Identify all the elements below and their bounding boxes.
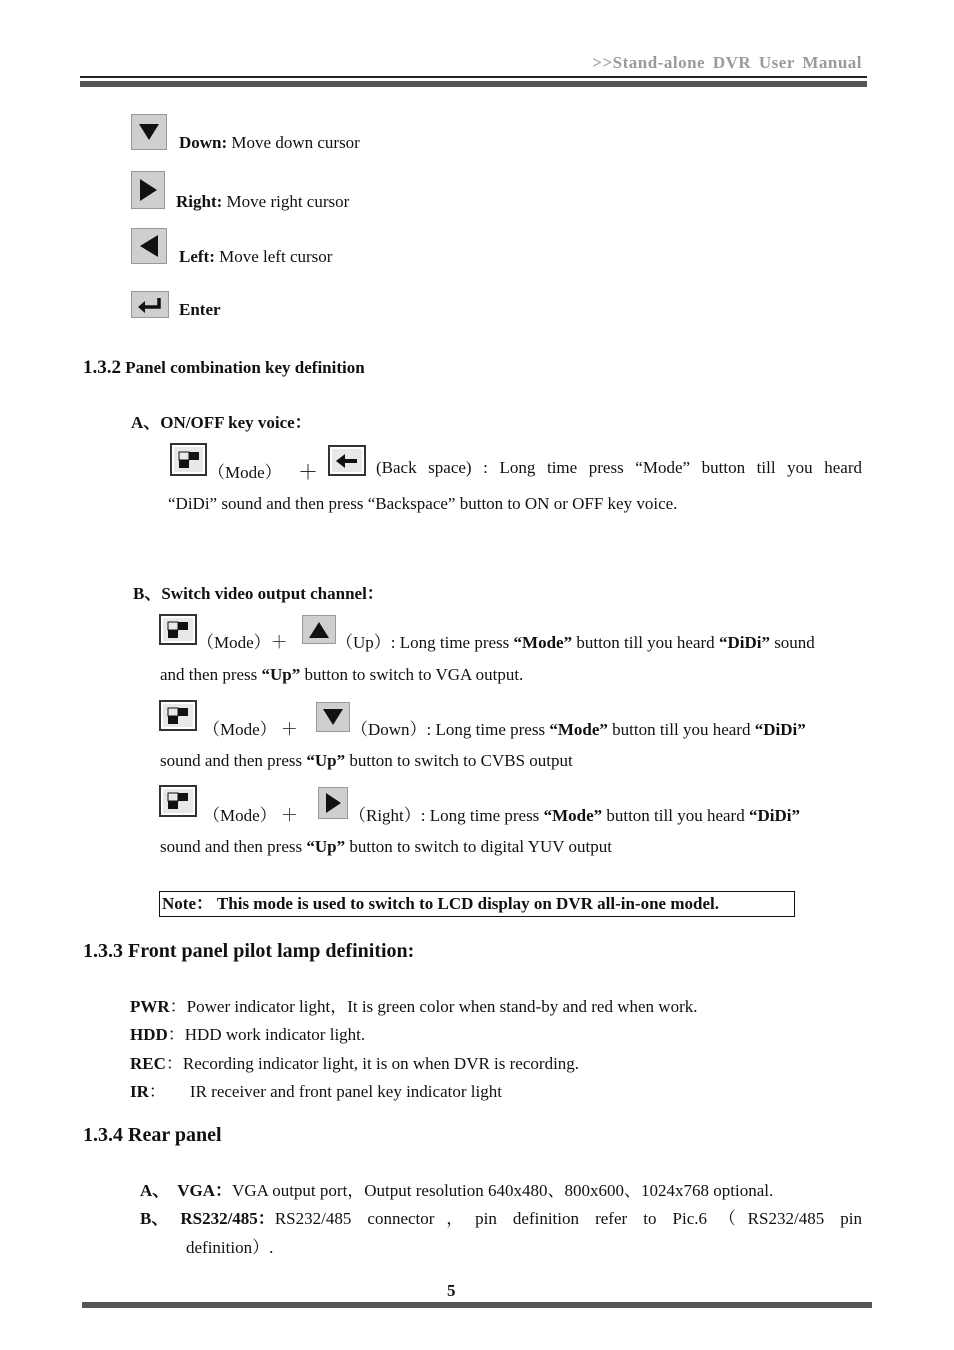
key-right-label: Right: xyxy=(176,192,223,211)
mode-key-icon xyxy=(159,785,197,817)
note-box: Note： This mode is used to switch to LCD display on DVR all-in-one model. xyxy=(159,891,795,917)
text: button to switch to VGA output. xyxy=(300,665,524,684)
key-left xyxy=(179,247,332,267)
rear-vga xyxy=(140,1176,773,1201)
text: button till you heard xyxy=(602,806,749,825)
text: ： xyxy=(148,1082,166,1101)
section-number: 1.3.2 xyxy=(83,357,121,378)
up-key-label: （Up）: xyxy=(336,633,396,652)
plus-sign: ＋ xyxy=(298,462,318,484)
lamp-pwr xyxy=(130,992,698,1017)
lamp-label: PWR xyxy=(130,997,170,1016)
text: ： xyxy=(169,997,187,1016)
lamp-text: Power indicator light，It is green color when stand-by and red when work. xyxy=(186,997,698,1016)
footer-rule xyxy=(82,1302,872,1308)
mode-label: （Mode）＋ xyxy=(197,633,288,652)
lamp-ir xyxy=(130,1077,502,1102)
mode-key-icon xyxy=(170,443,207,476)
list-mark: A、 xyxy=(140,1181,170,1200)
text-bold: “Mode” xyxy=(549,720,608,739)
rear-rs232 xyxy=(140,1204,862,1229)
key-left-label: Left: xyxy=(179,247,215,266)
text-bold: “DiDi” xyxy=(754,720,806,739)
text: button till you heard xyxy=(572,633,719,652)
running-header: >>Stand-alone DVR User Manual xyxy=(592,53,862,72)
section-title: Panel combination key definition xyxy=(121,358,365,377)
right-arrow-icon xyxy=(318,787,348,819)
mode-label: （Mode） ＋ xyxy=(203,806,298,825)
lamp-label: REC xyxy=(130,1054,166,1073)
backspace-key-icon xyxy=(328,445,366,476)
up-combo-line1 xyxy=(336,628,815,653)
page-number: 5 xyxy=(447,1281,456,1300)
text: Long time press xyxy=(431,720,550,739)
lamp-label: IR xyxy=(130,1082,149,1101)
right-arrow-icon xyxy=(131,171,165,209)
right-combo-line2 xyxy=(160,837,612,857)
lamp-rec xyxy=(130,1049,579,1074)
down-arrow-icon xyxy=(316,702,350,732)
right-key-label: （Right）: xyxy=(349,806,426,825)
mode-key-icon xyxy=(159,700,197,731)
lamp-hdd xyxy=(130,1020,365,1045)
down-combo-line2 xyxy=(160,751,573,771)
text-bold: “Mode” xyxy=(543,806,603,825)
list-mark: B、 xyxy=(140,1209,169,1228)
text: sound xyxy=(769,633,815,652)
lamp-text: HDD work indicator light. xyxy=(184,1025,366,1044)
text: ： xyxy=(165,1054,183,1073)
left-arrow-icon xyxy=(131,228,167,264)
text: button till you heard xyxy=(607,720,755,739)
rear-rs232-line2: definition）. xyxy=(186,1238,274,1257)
key-down xyxy=(179,133,360,153)
text: sound and then press xyxy=(160,751,307,770)
lamp-text: Recording indicator light, it is on when DVR is recording. xyxy=(182,1054,580,1073)
rear-text: RS232/485 connector，pin definition refer to Pic.6（RS232/485 pin xyxy=(274,1209,862,1228)
section-1-3-3-heading: 1.3.3 Front panel pilot lamp definition: xyxy=(83,940,415,962)
mode-label: （Mode） ＋ xyxy=(203,720,298,739)
mode-label: （Mode） xyxy=(208,463,282,482)
text-bold: “Mode” xyxy=(513,633,573,652)
lamp-label: HDD xyxy=(130,1025,168,1044)
text-bold: “DiDi” xyxy=(718,633,770,652)
key-enter-label: Enter xyxy=(179,300,221,319)
text-bold: “Up” xyxy=(306,751,346,770)
text: and then press xyxy=(160,665,262,684)
subsection-a-line1: (Back space) : Long time press “Mode” button till you heard xyxy=(376,458,862,477)
subsection-a-line2: “DiDi” sound and then press “Backspace” button to ON or OFF key voice. xyxy=(168,494,678,513)
text: button to switch to digital YUV output xyxy=(345,837,612,856)
text: Long time press xyxy=(395,633,514,652)
mode-key-icon xyxy=(159,614,197,645)
header-rule-thin xyxy=(80,76,867,78)
text: ： xyxy=(167,1025,185,1044)
subsection-a-heading: A、ON/OFF key voice： xyxy=(131,413,312,432)
section-1-3-4-heading: 1.3.4 Rear panel xyxy=(83,1124,222,1146)
up-combo-line2 xyxy=(160,665,523,685)
down-key-label: （Down）: xyxy=(351,720,432,739)
key-down-text: Move down cursor xyxy=(227,133,360,152)
section-1-3-2-heading xyxy=(83,357,365,379)
key-down-label: Down: xyxy=(179,133,228,152)
text: Long time press xyxy=(425,806,544,825)
rear-label: VGA： xyxy=(177,1181,233,1200)
key-right-text: Move right cursor xyxy=(222,192,350,211)
lamp-text: IR receiver and front panel key indicator light xyxy=(189,1082,502,1101)
text-bold: “Up” xyxy=(306,837,346,856)
header-rule-thick xyxy=(80,81,867,87)
rear-label: RS232/485： xyxy=(180,1209,275,1228)
text: sound and then press xyxy=(160,837,307,856)
up-arrow-icon xyxy=(302,615,336,644)
text-bold: “DiDi” xyxy=(748,806,800,825)
right-combo-line1 xyxy=(349,801,800,826)
rear-text: VGA output port，Output resolution 640x480、800x600、1024x768 optional. xyxy=(232,1181,774,1200)
key-left-text: Move left cursor xyxy=(214,247,333,266)
key-right xyxy=(176,192,349,212)
text: button to switch to CVBS output xyxy=(345,751,573,770)
subsection-b-heading: B、Switch video output channel： xyxy=(133,584,384,603)
down-combo-line1 xyxy=(351,715,806,740)
text-bold: “Up” xyxy=(261,665,301,684)
enter-icon xyxy=(131,291,169,318)
down-arrow-icon xyxy=(131,114,167,150)
